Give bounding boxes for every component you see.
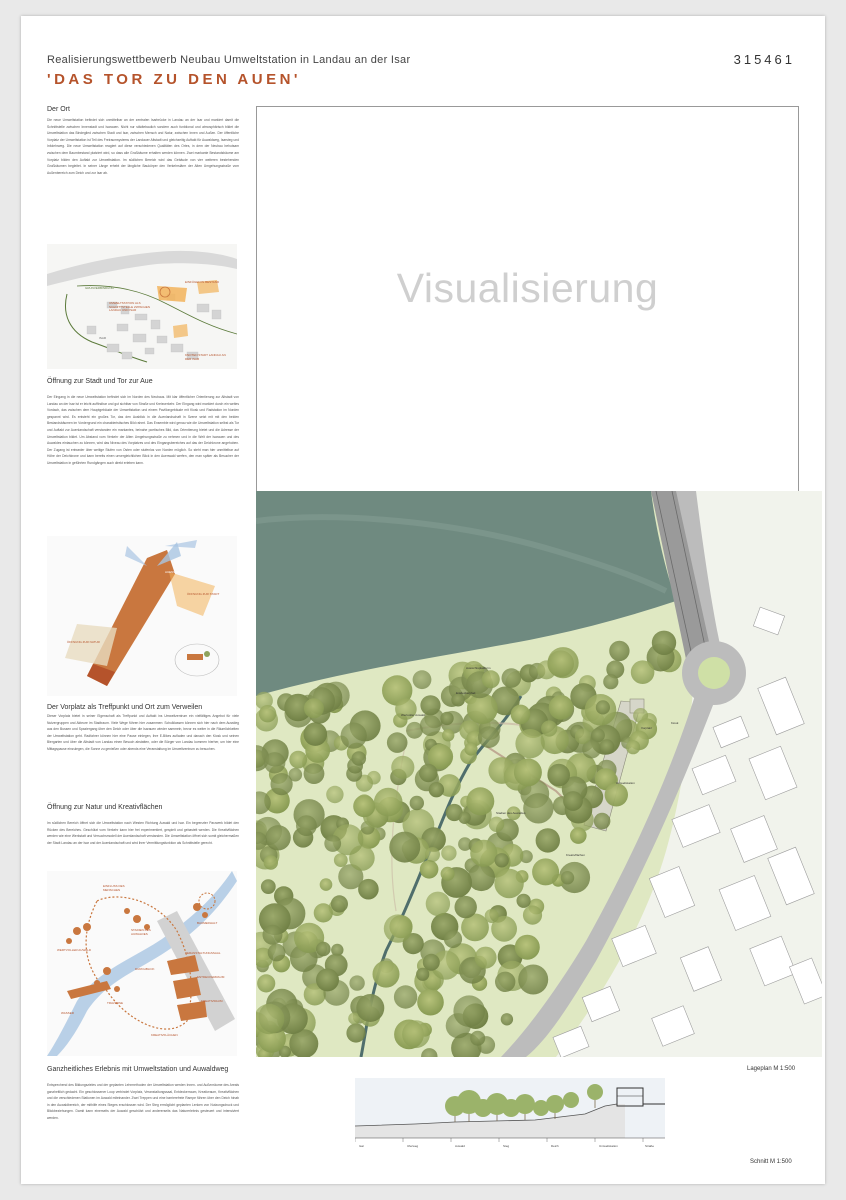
tree-canopy <box>475 947 497 969</box>
gate-label-stadt: ÖFFNUNG ZUR STADT <box>187 592 220 596</box>
tree-canopy <box>316 968 339 991</box>
tree-canopy <box>603 674 618 689</box>
tree-canopy <box>402 1020 430 1048</box>
tree-canopy <box>442 729 454 741</box>
tree-canopy <box>265 825 290 850</box>
tree-canopy <box>605 783 628 806</box>
visualization-placeholder: Visualisierung <box>396 265 659 311</box>
loop-label-stadien: STADIEN DES AUWALDES <box>131 928 151 936</box>
tree-canopy <box>387 732 408 753</box>
tree-canopy <box>316 942 331 957</box>
visualization-frame <box>256 106 799 492</box>
tree-canopy <box>257 974 275 992</box>
tree-canopy <box>609 641 629 661</box>
tree-canopy <box>517 894 531 908</box>
loop-label-entdecker: ENTDECKERRAUM <box>197 975 225 979</box>
tree-canopy <box>482 670 500 688</box>
loop-label-auwald: WERTVOLLER AUWALD <box>57 948 92 952</box>
loop-label-kreativflaechen: KREATIVFLÄCHEN <box>151 1033 178 1037</box>
section-label-0: Isar <box>359 1144 365 1148</box>
section-label-5: Umweltstation <box>599 1144 618 1148</box>
section-label-2: Auwald <box>455 1144 465 1148</box>
tree-canopy <box>423 954 440 971</box>
schnitt-caption: Schnitt M 1:500 <box>750 1159 792 1165</box>
tree-canopy <box>464 742 477 755</box>
tree-canopy <box>548 647 579 678</box>
tree-canopy <box>353 795 375 817</box>
site-label-aussicht: Aussichtsplattform <box>466 666 491 670</box>
section-vorplatz-heading: Der Vorplatz als Treffpunkt und Ort zum Verweilen <box>47 704 203 711</box>
tree-canopy <box>264 855 278 869</box>
tree-canopy <box>596 700 610 714</box>
tree-canopy <box>485 909 499 923</box>
tree-canopy <box>324 835 341 852</box>
section-drawing <box>355 1078 665 1156</box>
tree-canopy <box>420 715 441 736</box>
tree-canopy <box>320 878 333 891</box>
context-map <box>47 244 237 369</box>
section-erlebnis <box>47 1066 239 1122</box>
tree-canopy <box>468 864 495 891</box>
loop-diagram <box>47 871 237 1056</box>
tree-canopy <box>570 827 587 844</box>
section-ort-text: Die neue Umweltstation befindet sich unmittelbar an der zentralen Isarbrücke in Landau an der Isar und markiert damit die Schnittstelle zwischen Innenstadt und Isarauen. Nicht nur städtebaulich sondern auch funktional und atmosphärisch bildet die Umweltstation das Bindeglied zwischen Stadt und Isar, zwischen Mensch und Natur, zwischen Innen und Außen. Der öffentliche Vorplatz der Umweltstation ist Teil des Freiraumsystems der Landauer Altstadt und gleichzeitig Auftakt für Auwaldweg, Isarsteg und Infolehrweg. Die neue Umweltstation reagiert auf diese verschiedenen Qualitäten des Ortes, in dem der Neubau behutsam zwischen dem Baumbestand platziert wird, so dass alle Großbäume erhalten werden können. Zwei markante Bestandsbäume am Vorplatz bilden den Auftakt zur Umweltstation. Im südlichen Bereich wird das Gebäude von vier weiteren bestehenden Großbäumen begleitet. In seiner Länge erhebt der längliche Baukörper den Verkehrslärm der Alten Umgehungsstraße vom Außenbereich zum Deich und zur Isar ab. <box>47 118 239 175</box>
tree-canopy <box>523 906 542 925</box>
tree-canopy <box>391 756 414 779</box>
competition-subtitle: Realisierungswettbewerb Neubau Umweltstation in Landau an der Isar <box>47 54 411 66</box>
tree-canopy <box>341 723 367 749</box>
site-label-kiosk: Kiosk <box>671 721 679 725</box>
site-label-entdeckerpfad: Entdeckerpfad <box>456 691 476 695</box>
tree-canopy <box>444 930 462 948</box>
tree-canopy <box>334 853 348 867</box>
section-oeffnung-stadt-heading: Öffnung zur Stadt und Tor zur Aue <box>47 378 153 385</box>
tree-canopy <box>263 925 283 945</box>
site-label-umweltstation: Umweltstation <box>616 781 635 785</box>
section-oeffnung-natur-text: Im südlichen Bereich öffnet sich die Umweltstation nach Westen Richtung Auwald und Isar. Ein begrenzter Parzwerk bildet den Rücken des Bereiches. Geschützt vom Verkehr kann hier frei experimentiert, gespielt und gebastelt werden. Die Kreativflächen werden wie eine Werkstatt und Versuchsmodell der Auenlandschaft verstanden. Die Umweltstation öffnet sich somit gleichermaßen der Stadt Landau an der Isar und der Auenlandschaft und wird ihrer Vermittlungsfunktion als Schnittstelle gerecht. <box>47 821 239 845</box>
site-plan-drawing <box>256 491 822 1057</box>
tree-canopy <box>532 858 559 885</box>
tree-canopy <box>304 763 325 784</box>
tree-canopy <box>374 788 403 817</box>
tree-canopy <box>419 764 437 782</box>
tree-canopy <box>594 813 611 830</box>
tree-canopy <box>466 787 494 815</box>
tree-canopy <box>326 786 343 803</box>
tree-canopy <box>470 1031 485 1046</box>
tree-canopy <box>575 728 591 744</box>
tree-canopy <box>441 867 455 881</box>
tree-canopy <box>289 751 307 769</box>
loop-diagram-drawing <box>47 871 237 1056</box>
section-drawing-svg <box>355 1078 665 1156</box>
tree-canopy <box>489 817 504 832</box>
tree-canopy <box>358 879 379 900</box>
gate-diagram-drawing <box>47 536 237 696</box>
tree-canopy <box>536 828 560 852</box>
site-label-auwald: Wertvoller Auwald <box>401 713 425 717</box>
tree-canopy <box>314 903 333 922</box>
section-oeffnung-natur <box>47 804 239 846</box>
tree-canopy <box>478 726 500 748</box>
tree-canopy <box>563 791 583 811</box>
loop-label-mensch: EINFLUSS DES MENSCHEN <box>103 884 125 892</box>
tree-canopy <box>523 793 553 823</box>
section-oeffnung-stadt <box>47 378 239 467</box>
tree-canopy <box>413 670 432 689</box>
section-label-3: Steg <box>503 1144 510 1148</box>
tree-canopy <box>304 722 328 746</box>
tree-canopy <box>410 796 424 810</box>
map-label-knoten: KNOTEN STADT LANDAU AN DER ISAR <box>185 353 226 361</box>
tree-canopy <box>426 892 450 916</box>
section-erlebnis-heading: Ganzheitliches Erlebnis mit Umweltstation und Auwaldweg <box>47 1066 229 1073</box>
tree-canopy <box>373 961 400 988</box>
tree-canopy <box>261 879 276 894</box>
section-vorplatz-text: Dieser Vorplatz bietet in seiner Eigenschaft als Treffpunkt und Auftakt ins Umweltzentrum ein vielfältiges Angebot für viele Nutzergruppen und Akteure im Stadtraum. Viele Wege führen hier zusammen: Schulklassen können sich hier nach dem Ausstieg aus den Bussen und Spaziergang über den Deich oder über die Isarauen wieder sammeln, bevor es weiter in die Räumlichkeiten der Umweltstation geht. Radfahrer können hier eine Pause einlegen, ihre E-Bikes aufladen und danach den Kiosk und seinen Biergarten und über die Altstadt von Landau einen Besuch abstatten, oder die Bürger von Landau kommen hierher, um hier eine Mittagspause einzulegen, die Sonne zu genießen oder abends eine Veranstaltung im Umweltzentrum zu besuchen. <box>47 714 239 751</box>
tree-canopy <box>626 740 640 754</box>
section-vorplatz <box>47 704 239 753</box>
tree-canopy <box>600 739 615 754</box>
site-label-kreativ: Kreativflächen <box>566 853 586 857</box>
tree-canopy <box>455 896 477 918</box>
tree-canopy <box>384 914 412 942</box>
tree-canopy <box>549 695 574 720</box>
section-oeffnung-natur-heading: Öffnung zur Natur und Kreativflächen <box>47 804 163 811</box>
site-plan <box>256 491 822 1057</box>
tree-canopy <box>356 994 384 1022</box>
tree-canopy <box>346 1023 365 1042</box>
section-label-4: Deich <box>551 1144 559 1148</box>
tree-canopy <box>268 944 286 962</box>
tree-canopy <box>501 1013 513 1025</box>
gate-label-natur: ÖFFNUNG ZUR NATUR <box>67 640 100 644</box>
loop-label-wasser: WASSER <box>61 1011 74 1015</box>
section-label-1: Uferweg <box>407 1144 419 1148</box>
tree-canopy <box>264 752 285 773</box>
tree-canopy <box>453 995 485 1027</box>
tree-canopy <box>502 668 522 688</box>
tree-canopy <box>441 845 456 860</box>
tree-canopy <box>511 705 531 725</box>
gate-label-auenweg: AUENWEG <box>165 570 181 574</box>
tree-canopy <box>394 985 417 1008</box>
tree-canopy <box>515 729 544 758</box>
tree-canopy <box>417 989 444 1016</box>
tree-canopy <box>561 871 574 884</box>
site-label-vorplatz: Vorplatz <box>641 726 652 730</box>
tree-canopy <box>389 832 420 863</box>
section-oeffnung-stadt-text: Der Eingang in die neue Umweltstation befindet sich im Norden des Neubaus. Mit klar öffentlicher Orientierung zur Altstadt von Landau an der Isar ist er leicht auffindbar und gut sichtbar von Straße und Kreisverkehr. Der Eingang wird markiert durch ein weites Vordach, das zwischen dem Hauptgebäude der Umweltstation und einem Pavillongebäude mit Kiosk und Radstation im Norden gespannt wird. Es entsteht ein großes Tor, das den Ausblick in die Auenlandschaft in Szene setzt mit mit den beiden Bestandsbäumen im Vordergrund ein charakteristisches Bild rahmt. Das Ensemble wird genau wie die Umweltstation selbst als Tor und Auftakt zur Auenlandschaft verstanden ein markantes, beinahe poetisches Bild, das Orientierung bietet und die Adresse der Umweltstation bildet. Um Abstand vom Verkehr der Alten Umgehungsstraße zu nehmen und in die Welt der Isarauen und des Auwaldes eintauchen zu können, wird das Niveau des Vorplatzes und des Eingangsbereiches auf das der Deichkrone angehoben. Der Zugang ist entweder über weitige Stufen von Osten oder stufenlos von Norden möglich. So steht man hier unmittelbar auf Höhe der Deichkrone und kann bereits einen unvergleichlichen Blick in den Auenwald werfen, den man später als Besucher der Umweltstation in geführten Rundgängen auch direkt erleben kann. <box>47 395 239 465</box>
site-label-stadien: Stadien des Auwaldes <box>496 811 526 815</box>
map-label-bestand: EINFÜGEN IN BESTAND <box>185 280 220 284</box>
section-ort <box>47 106 239 176</box>
tree-canopy <box>495 853 509 867</box>
loop-label-durchblick: DURCHBLICK <box>135 967 155 971</box>
tree-canopy <box>631 660 655 684</box>
tree-canopy <box>514 758 542 786</box>
gate-diagram <box>47 536 237 696</box>
loop-label-kreativraum: KREATIVRAUM <box>201 999 223 1003</box>
tree-canopy <box>352 751 367 766</box>
tree-canopy <box>652 631 676 655</box>
loop-label-baumerhalt: BAUMERHALT <box>197 921 218 925</box>
tree-canopy <box>259 705 276 722</box>
tree-canopy <box>349 975 364 990</box>
tree-canopy <box>458 812 470 824</box>
tree-canopy <box>470 840 497 867</box>
map-label-schnittstelle: UMWELTSTATION ALS SCHNITTSTELLE ZWISCHEN LANDAU UND ISAR <box>109 301 151 313</box>
section-ort-heading: Der Ort <box>47 106 70 113</box>
tree-canopy <box>515 935 540 960</box>
tree-canopy <box>296 815 317 836</box>
tree-canopy <box>416 968 429 981</box>
tree-canopy <box>271 773 293 795</box>
map-label-green: GRÜNVERBINDUNG <box>85 286 114 290</box>
lageplan-caption: Lageplan M 1:500 <box>747 1066 796 1072</box>
tree-canopy <box>518 965 548 995</box>
entry-code: 315461 <box>733 52 795 67</box>
loop-label-traverse: TRAVERSE <box>107 1001 123 1005</box>
loop-label-saal: VERANSTALTUNGSSAAL <box>185 951 221 955</box>
tree-canopy <box>541 720 557 736</box>
section-erlebnis-text: Entsprechend des Bildungszieles und der geplanten Lehrmethoden der Umweltstation werden Innen- und Außenräume des Areals ganzheitlich gedacht. Ein geschlossener Loop verbindet Vorplatz, Veranstaltungssaal, Entdeckerraum, Kreativraum, Kreativflächen und die verschiedenen Stationen im Auwald miteinander. Zwei Treppen und eine barrierefreie Rampe führen über den Deich hinab in den Auwaldbereich, der mithilfe eines Steges erschlossen wird. Der Steg ermöglicht geplanten Lenken von Nutzungsdruck und Blickbeziehungen. Damit kann einerseits der Auwald geschützt und andererseits das Naturerlebnis gesteuert und intensiviert werden. <box>47 1083 239 1120</box>
tree-canopy <box>495 972 515 992</box>
map-label-isar: ISAR <box>99 336 107 340</box>
project-title: 'DAS TOR ZU DEN AUEN' <box>47 71 301 88</box>
tree-canopy <box>429 782 444 797</box>
tree-canopy <box>420 860 439 879</box>
tree-canopy <box>440 712 453 725</box>
tree-canopy <box>547 764 570 787</box>
tree-canopy <box>304 698 324 718</box>
section-label-6: Straße <box>645 1144 655 1148</box>
tree-canopy <box>331 895 348 912</box>
tree-canopy <box>425 847 440 862</box>
tree-canopy <box>494 869 523 898</box>
competition-sheet <box>21 16 825 1184</box>
